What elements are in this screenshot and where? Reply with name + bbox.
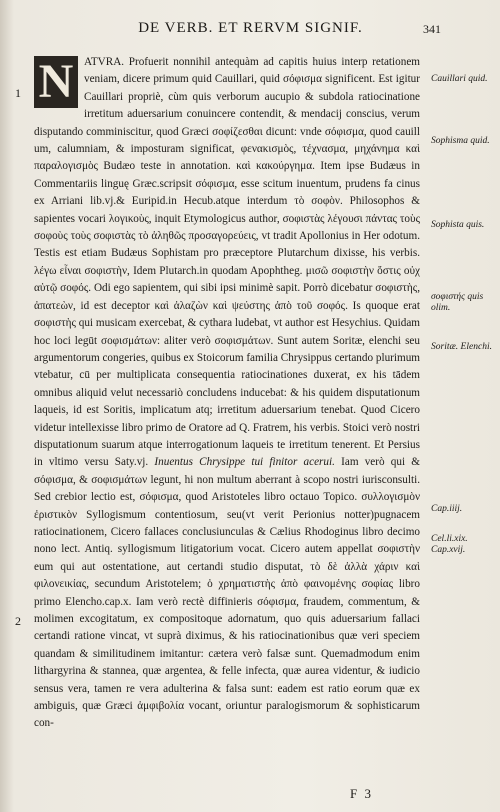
margin-note-soritae: Soritæ. Elenchi. [431,342,492,352]
running-header: DE VERB. ET RERVM SIGNIF. [138,20,363,36]
page-number: 341 [423,22,441,36]
margin-note-sophisma: Sophisma quid. [431,136,490,146]
opening-word: ATVRA. [84,56,125,68]
left-margin-mark-1: 1 [15,86,21,100]
paragraph-text-2: Iam verò qui & σόφισμα, & σοφισμάτων legunt, hi non multum aberrant à scopo nostri iurisconsulti. Sed crebior lectio est, σόφισμα, quod Aristoteles libro octauo Topico. συλλογισμὸν ἐριστικὸν Syllogismum contentiosum, seu(vt verit Perionius notter)pugnacem ratiocinationem, Cicero fallaces conclusiunculas & Cælius Rhodoginus libro decimo nono lect. Antiq. syllogismum litigatorium vocat. Cicero autem appellat σοφιστὴν eum qui aut ostentatione, aut certandi studio disputat, τὸ δὲ ἀλλὰ χάριν καὶ φιλονεικίας, secundum Aristotelem; ὁ χρηματιστὴς ἀπὸ φαινομένης σοφίας libro primo Elencho.cap.x. Iam verò rectè diffinieris σόφισμα, fraudem, commentum, & molimen excogitatum, ex compositoque adornatum, quo quis aduersarium fallaci certandi ratione vincat, vt suprà diximus, & his ratiocinationibus quæ veri speciem quandam & similitudinem imitantur: cætera verò falsæ sunt. Quemadmodum enim lithargyrina & stannea, quæ argentea, & felle infecta, quæ aurea videntur, & iudicio sensus vera, tamen re vera adulterina & falsa sunt: eadem est ratio eorum quæ ex ambiguis, quæ Græci ἀμφιβολία vocant, oriuntur paralogismorum & sophisticarum con- [34,456,420,730]
signature-mark: F 3 [350,786,373,801]
margin-note-cel: Cel.li.xix. Cap.xvij. [431,534,468,555]
margin-note-sophista: Sophista quis. [431,220,485,230]
paragraph [34,54,420,733]
persius-quote: Inuentus Chrysippe tui finitor acerui. [148,456,335,469]
dropcap-letter: N [34,56,78,108]
left-margin-mark-2: 2 [15,614,21,628]
margin-note-sophistes-olim: σοφιστής quis olim. [431,292,484,313]
margin-note-cauillari: Cauillari quid. [431,74,488,84]
main-text [34,54,420,733]
margin-note-cap-iiij: Cap.iiij. [431,504,463,514]
paragraph-text-1: Profuerit nonnihil antequàm ad capitis huius interp retationem veniam, dicere primum quid Cauillari, quid σόφισμα significent. Est igitur Cauillari propriè, cùm quis verborum aucupio & subdola ratiocinatione irretitum aduersarium conuincere contendit, & mendacij conscius, verum disputando comminiscitur, quod Græci σοφίζεσθαι dicunt: vnde σόφισμα, quod cauill um, calumniam, & imposturam significat, φενακισμὸς, τέχνασμα, μηχάνημα καὶ παραλογισμὸς Budæo teste in annotation. καὶ κακούργημα. Item ipse Budæus in Commentariis linguę Græc.scripsit σόφισμα, esse scitum inuentum, prudens fa cinus ex Arriani lib.vj.& Euripid.in Hecub.atque interdum τὸ σοφὸν. Philosophos & sapientes vocari λογικοὺς, inquit Etymologicus author, σοφιστὰς λέγουσι πάντας τοὺς σοφοὺς τοὺς σοφιστὰς τὸ ἀληθῶς προσαγορεύεις, vt tradit Apollonius in Her odotum. Testis est etiam Budæus Sophistam pro præceptore Plutarchum dixisse, his verbis. λέγω εἶναι σοφιστὴν, Idem Plutarch.in quodam Apophtheg. μισῶ σοφιστὴν ὅστις οὐχ αὑτῷ σοφός. Odi ego sapientem, qui sibi ipsi minimè sapit. Porrò dicebatur σοφιστὴς, ἀπατεὼν, id est deceptor καὶ ἀλαζὼν καὶ ψεύστης ἀπὸ τοῦ σοφός. Is quoque erat σοφιστὴς qui musicam exercebat, & cythara ludebat, vt author est Hesychius. Quidam hoc loci legūt σοφισμάτων: aliter verò σοφισμάτων. Sunt autem Soritæ, elenchi seu argumentorum congeries, quibus ex Stoicorum familia Chrysippus certando plurimum vtebatur, cū per multiplicata consequentia ratiocinationes duxerat, ex his tādem omnibus aliquid velut necessariò concludens inducebat: & his quidem disputationum laqueis, id est Soritis, implicatum atq; irretitum aduersarium tenebat. Quod Cicero videtur intellexisse libro primo de Oratore ad Q. Fratrem, his verbis. Stoici verò nostri disputationum suarum atque interrogationum laqueis te irretitum tenerent. Et Persius in vltimo versu Saty.vj. [34,56,421,469]
